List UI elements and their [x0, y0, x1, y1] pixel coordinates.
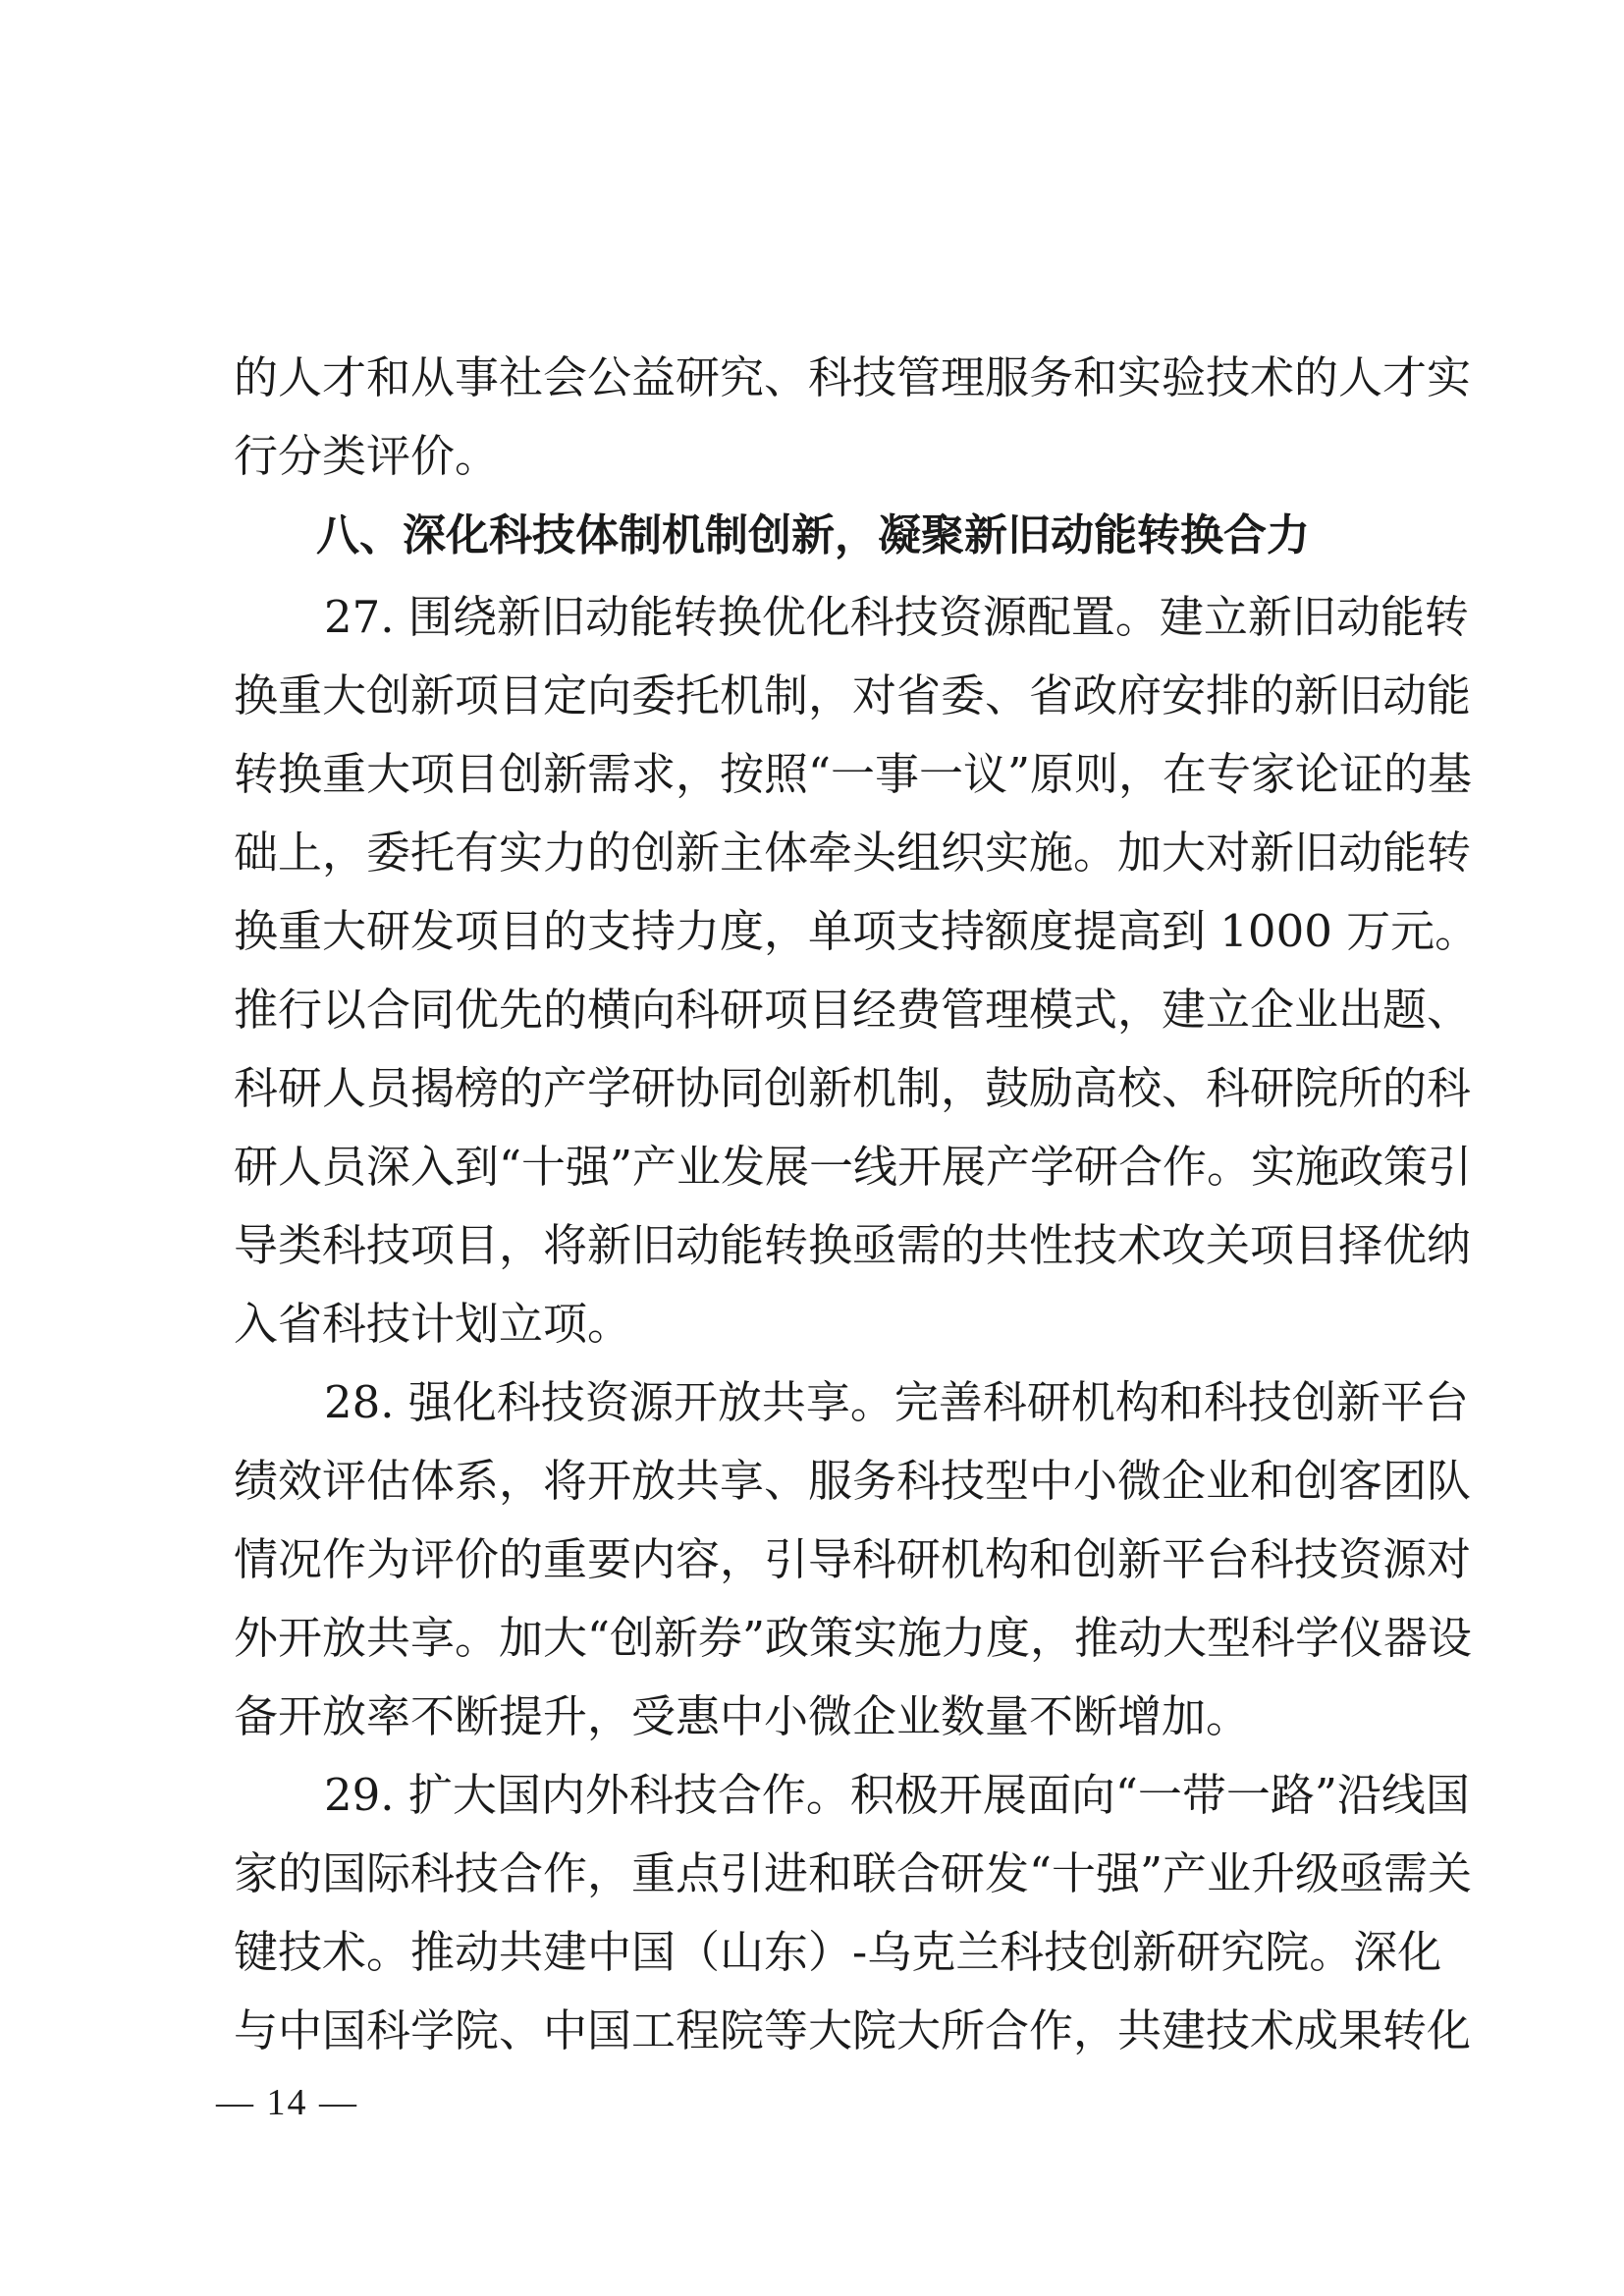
- paragraph-27-line-6: 推行以合同优先的横向科研项目经费管理模式，建立企业出题、: [234, 984, 1472, 1036]
- paragraph-27-line-1: 27. 围绕新旧动能转换优化科技资源配置。建立新旧动能转: [324, 591, 1469, 643]
- section-heading: 八、深化科技体制机制创新，凝聚新旧动能转换合力: [316, 510, 1310, 561]
- paragraph-28-line-4: 外开放共享。加大“创新券”政策实施力度，推动大型科学仪器设: [234, 1612, 1473, 1664]
- paragraph-28-line-5: 备开放率不断提升，受惠中小微企业数量不断增加。: [234, 1690, 1251, 1742]
- paragraph-29-line-2: 家的国际科技合作，重点引进和联合研发“十强”产业升级亟需关: [234, 1847, 1473, 1899]
- paragraph-27-line-8: 研人员深入到“十强”产业发展一线开展产学研合作。实施政策引: [234, 1141, 1473, 1193]
- paragraph-27-line-7: 科研人员揭榜的产学研协同创新机制，鼓励高校、科研院所的科: [234, 1062, 1472, 1114]
- paragraph-27-line-5: 换重大研发项目的支持力度，单项支持额度提高到 1000 万元。: [234, 905, 1480, 957]
- paragraph-29-line-3: 键技术。推动共建中国（山东）-乌克兰科技创新研究院。深化: [234, 1926, 1442, 1978]
- paragraph-29-line-1: 29. 扩大国内外科技合作。积极开展面向“一带一路”沿线国: [324, 1769, 1470, 1821]
- page-number: — 14 —: [216, 2082, 358, 2123]
- paragraph-28-line-2: 绩效评估体系，将开放共享、服务科技型中小微企业和创客团队: [234, 1455, 1472, 1507]
- paragraph-27-line-10: 入省科技计划立项。: [234, 1298, 632, 1350]
- paragraph-28-line-3: 情况作为评价的重要内容，引导科研机构和创新平台科技资源对: [234, 1533, 1472, 1585]
- paragraph-27-line-9: 导类科技项目，将新旧动能转换亟需的共性技术攻关项目择优纳: [234, 1219, 1472, 1271]
- paragraph-27-line-3: 转换重大项目创新需求，按照“一事一议”原则，在专家论证的基: [234, 748, 1473, 800]
- paragraph-29-line-4: 与中国科学院、中国工程院等大院大所合作，共建技术成果转化: [234, 2004, 1472, 2056]
- body-line-1: 的人才和从事社会公益研究、科技管理服务和实验技术的人才实: [234, 351, 1472, 403]
- paragraph-27-line-4: 础上，委托有实力的创新主体牵头组织实施。加大对新旧动能转: [234, 827, 1472, 879]
- paragraph-27-line-2: 换重大创新项目定向委托机制，对省委、省政府安排的新旧动能: [234, 669, 1472, 721]
- paragraph-28-line-1: 28. 强化科技资源开放共享。完善科研机构和科技创新平台: [324, 1376, 1469, 1428]
- body-line-2: 行分类评价。: [234, 430, 500, 482]
